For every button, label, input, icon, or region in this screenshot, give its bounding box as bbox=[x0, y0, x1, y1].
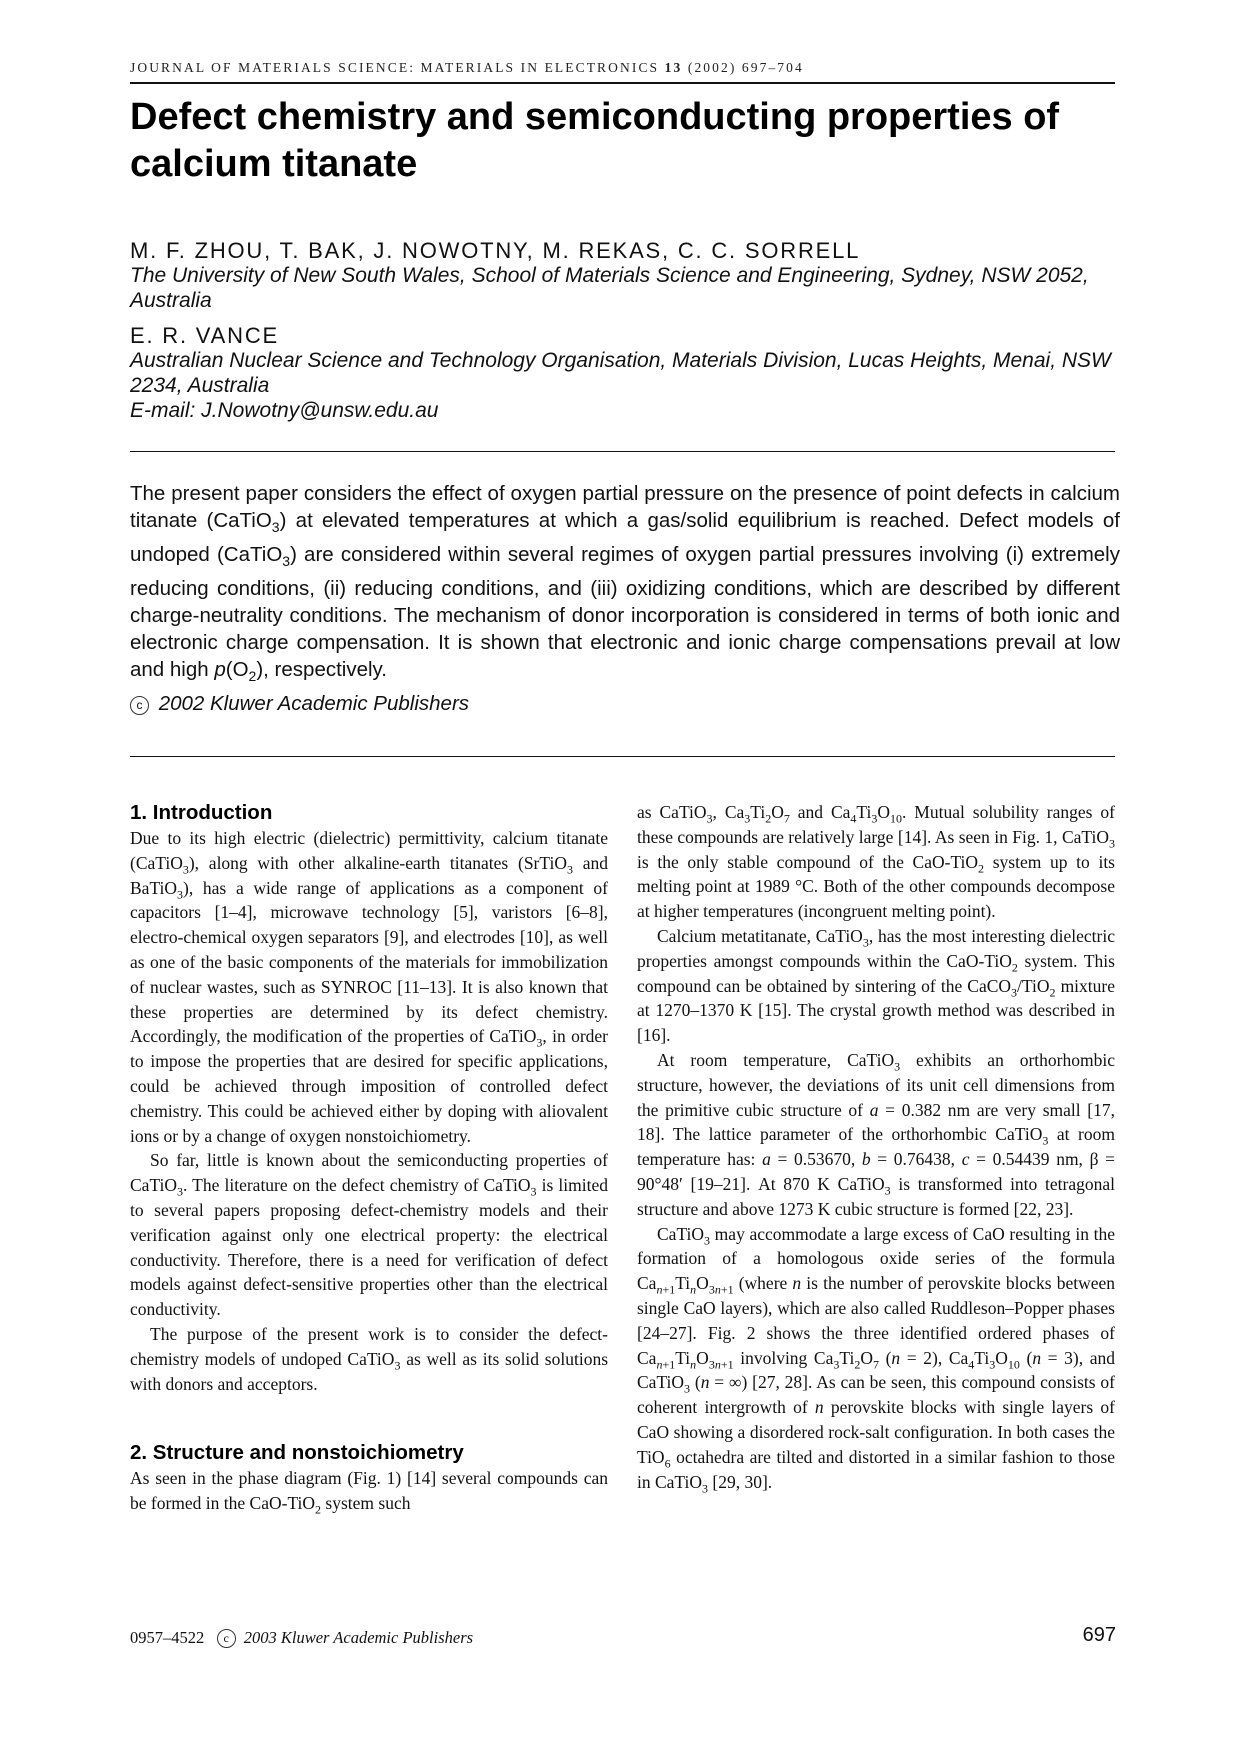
structure-paragraph-4: CaTiO$_3$ may accommodate a large excess of CaO resulting in the formation of a homologous oxide series of the formula $Ca_{n+1}Ti_nO_{3n+1}$ (where n is the number of perovskite blocks between single CaO layers), which are also called Ruddleson–Popper phases [24–27]. Fig. 2 shows the three identified ordered phases of $Ca_{n+1}Ti_nO_{3n+1}$ involving $Ca_3Ti_2O_7$ (n = 2), $Ca_4Ti_3O_{10}$ (n = 3), and CaTiO$_3$ (n = ∞) [27, 28]. As can be seen, this compound consists of coherent intergrowth of n perovskite blocks with single layers of CaO showing a disordered rock-salt configuration. In both cases the TiO$_6$ octahedra are tilted and distorted in a similar fashion to those in CaTiO$_3$ [29, 30]. bbox=[637, 1223, 1116, 1496]
journal-volume: 13 bbox=[664, 60, 683, 75]
section-heading-introduction: 1. Introduction bbox=[130, 801, 273, 824]
intro-paragraph-3: The purpose of the present work is to consider the defect-chemistry models of undoped CaTiO$_3$ as well as its solid solutions with donors and acceptors. bbox=[130, 1323, 609, 1394]
running-head bbox=[130, 60, 1115, 76]
journal-name: JOURNAL OF MATERIALS SCIENCE: MATERIALS IN ELECTRONICS bbox=[130, 60, 660, 75]
intro-paragraph-2: So far, little is known about the semiconducting properties of CaTiO$_3$. The literature on the defect chemistry of CaTiO$_3$ is limited to several papers proposing defect-chemistry models and their verification against only one electrical property: the electrical conductivity. Therefore, there is a need for verification of defect models against defect-sensitive properties other than the electrical conductivity. bbox=[130, 1150, 608, 1320]
journal-year-pages: (2002) 697–704 bbox=[687, 60, 804, 75]
page-number: 697 bbox=[1082, 1624, 1116, 1646]
issn: 0957–4522 bbox=[130, 1628, 205, 1647]
structure-paragraph-1-cont: as CaTiO$_3$, $Ca_3Ti_2O_7$ and $Ca_4Ti_3O_{10}$. Mutual solubility ranges of these compounds are relatively large [14]. As seen in Fig. 1, CaTiO$_3$ is the only stable compound of the CaO-TiO$_2$ system up to its melting point at 1989 °C. Both of the other compounds decompose at higher temperatures (incongruent melting point). bbox=[637, 802, 1115, 922]
left-column bbox=[130, 800, 608, 1516]
abstract-copyright: c 2002 Kluwer Academic Publishers bbox=[130, 690, 1120, 717]
affiliation-1: The University of New South Wales, School of Materials Science and Engineering, Sydney, NSW 2052, Australia bbox=[130, 264, 1089, 312]
affiliation-2: Australian Nuclear Science and Technology Organisation, Materials Division, Lucas Heights, Menai, NSW 2234, Australia bbox=[130, 349, 1111, 397]
copyright-icon: c bbox=[217, 1629, 236, 1648]
structure-paragraph-1: As seen in the phase diagram (Fig. 1) [14] several compounds can be formed in the CaO-TiO$_2$ system such bbox=[130, 1468, 608, 1517]
footer-copyright: 2003 Kluwer Academic Publishers bbox=[243, 1628, 474, 1647]
header-rule bbox=[130, 82, 1115, 84]
corresponding-email: E-mail: J.Nowotny@unsw.edu.au bbox=[130, 399, 439, 422]
abstract: The present paper considers the effect of oxygen partial pressure on the presence of point defects in calcium titanate (CaTiO$_3$) at elevated temperatures at which a gas/solid equilibrium is reached. Defect models of undoped (CaTiO$_3$) are considered within several regimes of oxygen partial pressures involving (i) extremely reducing conditions, (ii) reducing conditions, and (iii) oxidizing conditions, which are described by different charge-neutrality conditions. The mechanism of donor incorporation is considered in terms of both ionic and electronic charge compensation. It is shown that electronic and ionic charge compensations prevail at low and high $p(O_2)$, respectively. c 2002 Kluwer Academic Publishers bbox=[130, 482, 1120, 716]
authors-group-1: M. F. ZHOU, T. BAK, J. NOWOTNY, M. REKAS, C. C. SORRELL bbox=[130, 238, 861, 263]
abstract-top-rule bbox=[130, 451, 1115, 452]
authors-group-2: E. R. VANCE bbox=[130, 323, 279, 348]
right-column bbox=[637, 800, 1115, 1494]
intro-paragraph-1: Due to its high electric (dielectric) permittivity, calcium titanate (CaTiO$_3$), along with other alkaline-earth titanates (SrTiO$_3$ and BaTiO$_3$), has a wide range of applications as a component of capacitors [1–4], microwave technology [5], varistors [6–8], electro-chemical oxygen separators [9], and electrodes [10], as well as one of the basic components of the materials for immobilization of nuclear wastes, such as SYNROC [11–13]. It is also known that these properties are determined by its defect chemistry. Accordingly, the modification of the properties of CaTiO$_3$, in order to impose the properties that are desired for specific applications, could be achieved through imposition of controlled defect chemistry. This could be achieved either by doping with aliovalent ions or by a change of oxygen nonstoichiometry. bbox=[130, 828, 608, 1146]
footer-issn-copyright bbox=[130, 1628, 473, 1648]
structure-paragraph-2: Calcium metatitanate, CaTiO$_3$, has the most interesting dielectric properties amongst compounds within the CaO-TiO$_2$ system. This compound can be obtained by sintering of the CaCO$_3$/TiO$_2$ mixture at 1270–1370 K [15]. The crystal growth method was described in [16]. bbox=[637, 925, 1115, 1046]
paper-title: Defect chemistry and semiconducting properties of calcium titanate bbox=[130, 96, 1060, 185]
section-heading-structure: 2. Structure and nonstoichiometry bbox=[130, 1441, 464, 1465]
abstract-bottom-rule bbox=[130, 756, 1115, 757]
copyright-icon: c bbox=[130, 696, 149, 715]
structure-paragraph-3: At room temperature, CaTiO$_3$ exhibits an orthorhombic structure, however, the deviations of its unit cell dimensions from the primitive cubic structure of a = 0.382 nm are very small [17, 18]. The lattice parameter of the orthorhombic CaTiO$_3$ at room temperature has: a = 0.53670, b = 0.76438, c = 0.54439 nm, β = 90°48′ [19–21]. At 870 K CaTiO$_3$ is transformed into tetragonal structure and above 1273 K cubic structure is formed [22, 23]. bbox=[637, 1049, 1116, 1219]
